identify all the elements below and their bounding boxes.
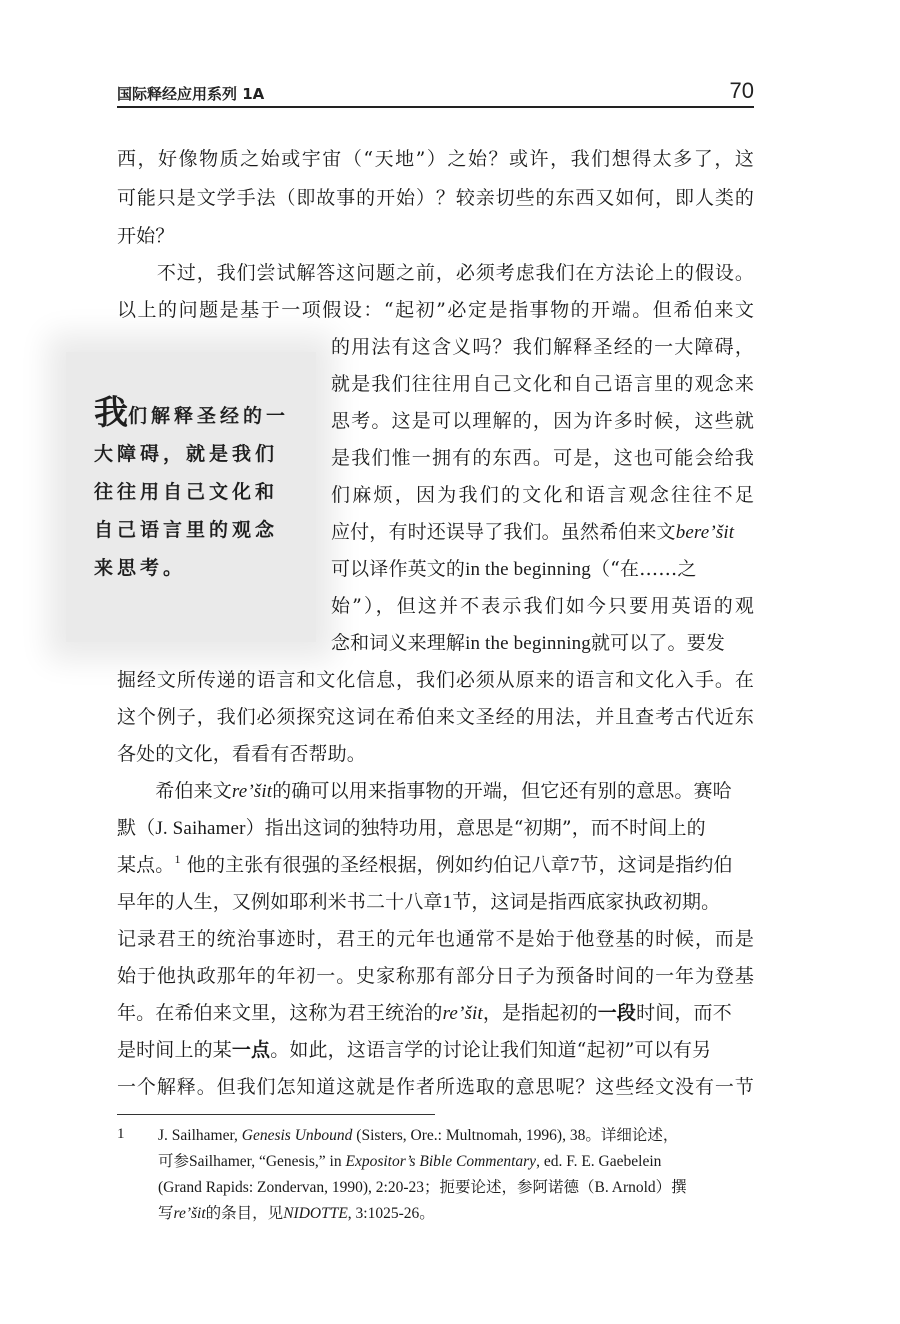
- text-line: 可以译作英文的in the beginning（“在……之: [331, 558, 697, 580]
- text-line: 某点。$^1$ 他的主张有很强的圣经根据，例如约伯记八章7节，这词是指约伯: [117, 852, 733, 876]
- footnote-divider: [117, 1114, 435, 1115]
- hebrew-term: re’šit: [442, 1003, 483, 1024]
- text-line: 西，好像物质之始或宇宙（“天地”）之始？或许，我们想得太多了，这: [117, 148, 754, 170]
- text-line: 各处的文化，看看有否帮助。: [117, 743, 366, 765]
- text-line: 思考。这是可以理解的，因为许多时候，这些就: [331, 410, 754, 432]
- text-line: 是我们惟一拥有的东西。可是，这也可能会给我: [331, 447, 754, 469]
- text-line: 开始？: [117, 225, 175, 247]
- text-line: 就是我们往往用自己文化和自己语言里的观念来: [331, 373, 754, 395]
- series-title: 国际释经应用系列 1A: [117, 85, 265, 103]
- running-header: [117, 80, 754, 108]
- text-line: 这个例子，我们必须探究这词在希伯来文圣经的用法，并且查考古代近东: [117, 706, 754, 728]
- text-line: 可能只是文学手法（即故事的开始）？较亲切些的东西又如何，即人类的: [117, 187, 754, 209]
- text-line: 年。在希伯来文里，这称为君王统治的re’šit，是指起初的一段时间，而不: [117, 1002, 732, 1024]
- text-line: 以上的问题是基于一项假设：“起初”必定是指事物的开端。但希伯来文: [117, 299, 754, 321]
- text-line: 不过，我们尝试解答这问题之前，必须考虑我们在方法论上的假设。: [117, 262, 754, 284]
- text-line: 的用法有这含义吗？我们解释圣经的一大障碍，: [331, 336, 754, 358]
- hebrew-term: bere’šit: [675, 522, 735, 543]
- pull-quote-box: [66, 352, 316, 642]
- text-line: 始于他执政那年的年初一。史家称那有部分日子为预备时间的一年为登基: [117, 965, 754, 987]
- text-line: 一个解释。但我们怎知道这就是作者所选取的意思呢？这些经文没有一节: [117, 1076, 754, 1098]
- text-line: 念和词义来理解in the beginning就可以了。要发: [331, 632, 726, 654]
- text-line: 应付，有时还误导了我们。虽然希伯来文bere’šit: [331, 521, 735, 543]
- text-line: 掘经文所传递的语言和文化信息，我们必须从原来的语言和文化入手。在: [117, 669, 754, 691]
- footnote-line: J. Sailhamer, Genesis Unbound (Sisters, Ore.: Multnomah, 1996), 38。详细论述，: [158, 1127, 679, 1144]
- footnote-number: 1: [117, 1126, 125, 1142]
- pull-quote-drop-cap: 我: [94, 393, 128, 433]
- footnote-line: 可参Sailhamer, “Genesis,” in Expositor’s Bible Commentary, ed. F. E. Gaebelein: [158, 1153, 662, 1170]
- pull-quote-text: 们解释圣经的一大障碍，就是我们往往用自己文化和自己语言里的观念来思考。: [94, 405, 290, 579]
- pull-quote: [94, 394, 290, 587]
- text-line: 是时间上的某一点。如此，这语言学的讨论让我们知道“起初”可以有另: [117, 1039, 712, 1061]
- text-line: 早年的人生，又例如耶利米书二十八章1节，这词是指西底家执政初期。: [117, 891, 721, 913]
- text-line: 们麻烦，因为我们的文化和语言观念往往不足: [331, 484, 754, 506]
- footnote-ref[interactable]: 1: [174, 852, 181, 866]
- text-line: 默（J. Saihamer）指出这词的独特功用，意思是“初期”，而不时间上的: [117, 817, 706, 839]
- text-line: 始”），但这并不表示我们如今只要用英语的观: [331, 595, 754, 617]
- text-line: 希伯来文re’šit的确可以用来指事物的开端，但它还有别的意思。赛哈: [117, 780, 732, 802]
- footnote-line: (Grand Rapids: Zondervan, 1990), 2:20-23；扼要论述，参阿诺德（B. Arnold）撰: [158, 1179, 687, 1196]
- page-number: 70: [729, 78, 754, 103]
- hebrew-term: re’šit: [231, 781, 273, 802]
- text-line: 记录君王的统治事迹时，君王的元年也通常不是始于他登基的时候，而是: [117, 928, 754, 950]
- footnote-line: 写re’šit的条目，见NIDOTTE, 3:1025-26。: [158, 1205, 435, 1222]
